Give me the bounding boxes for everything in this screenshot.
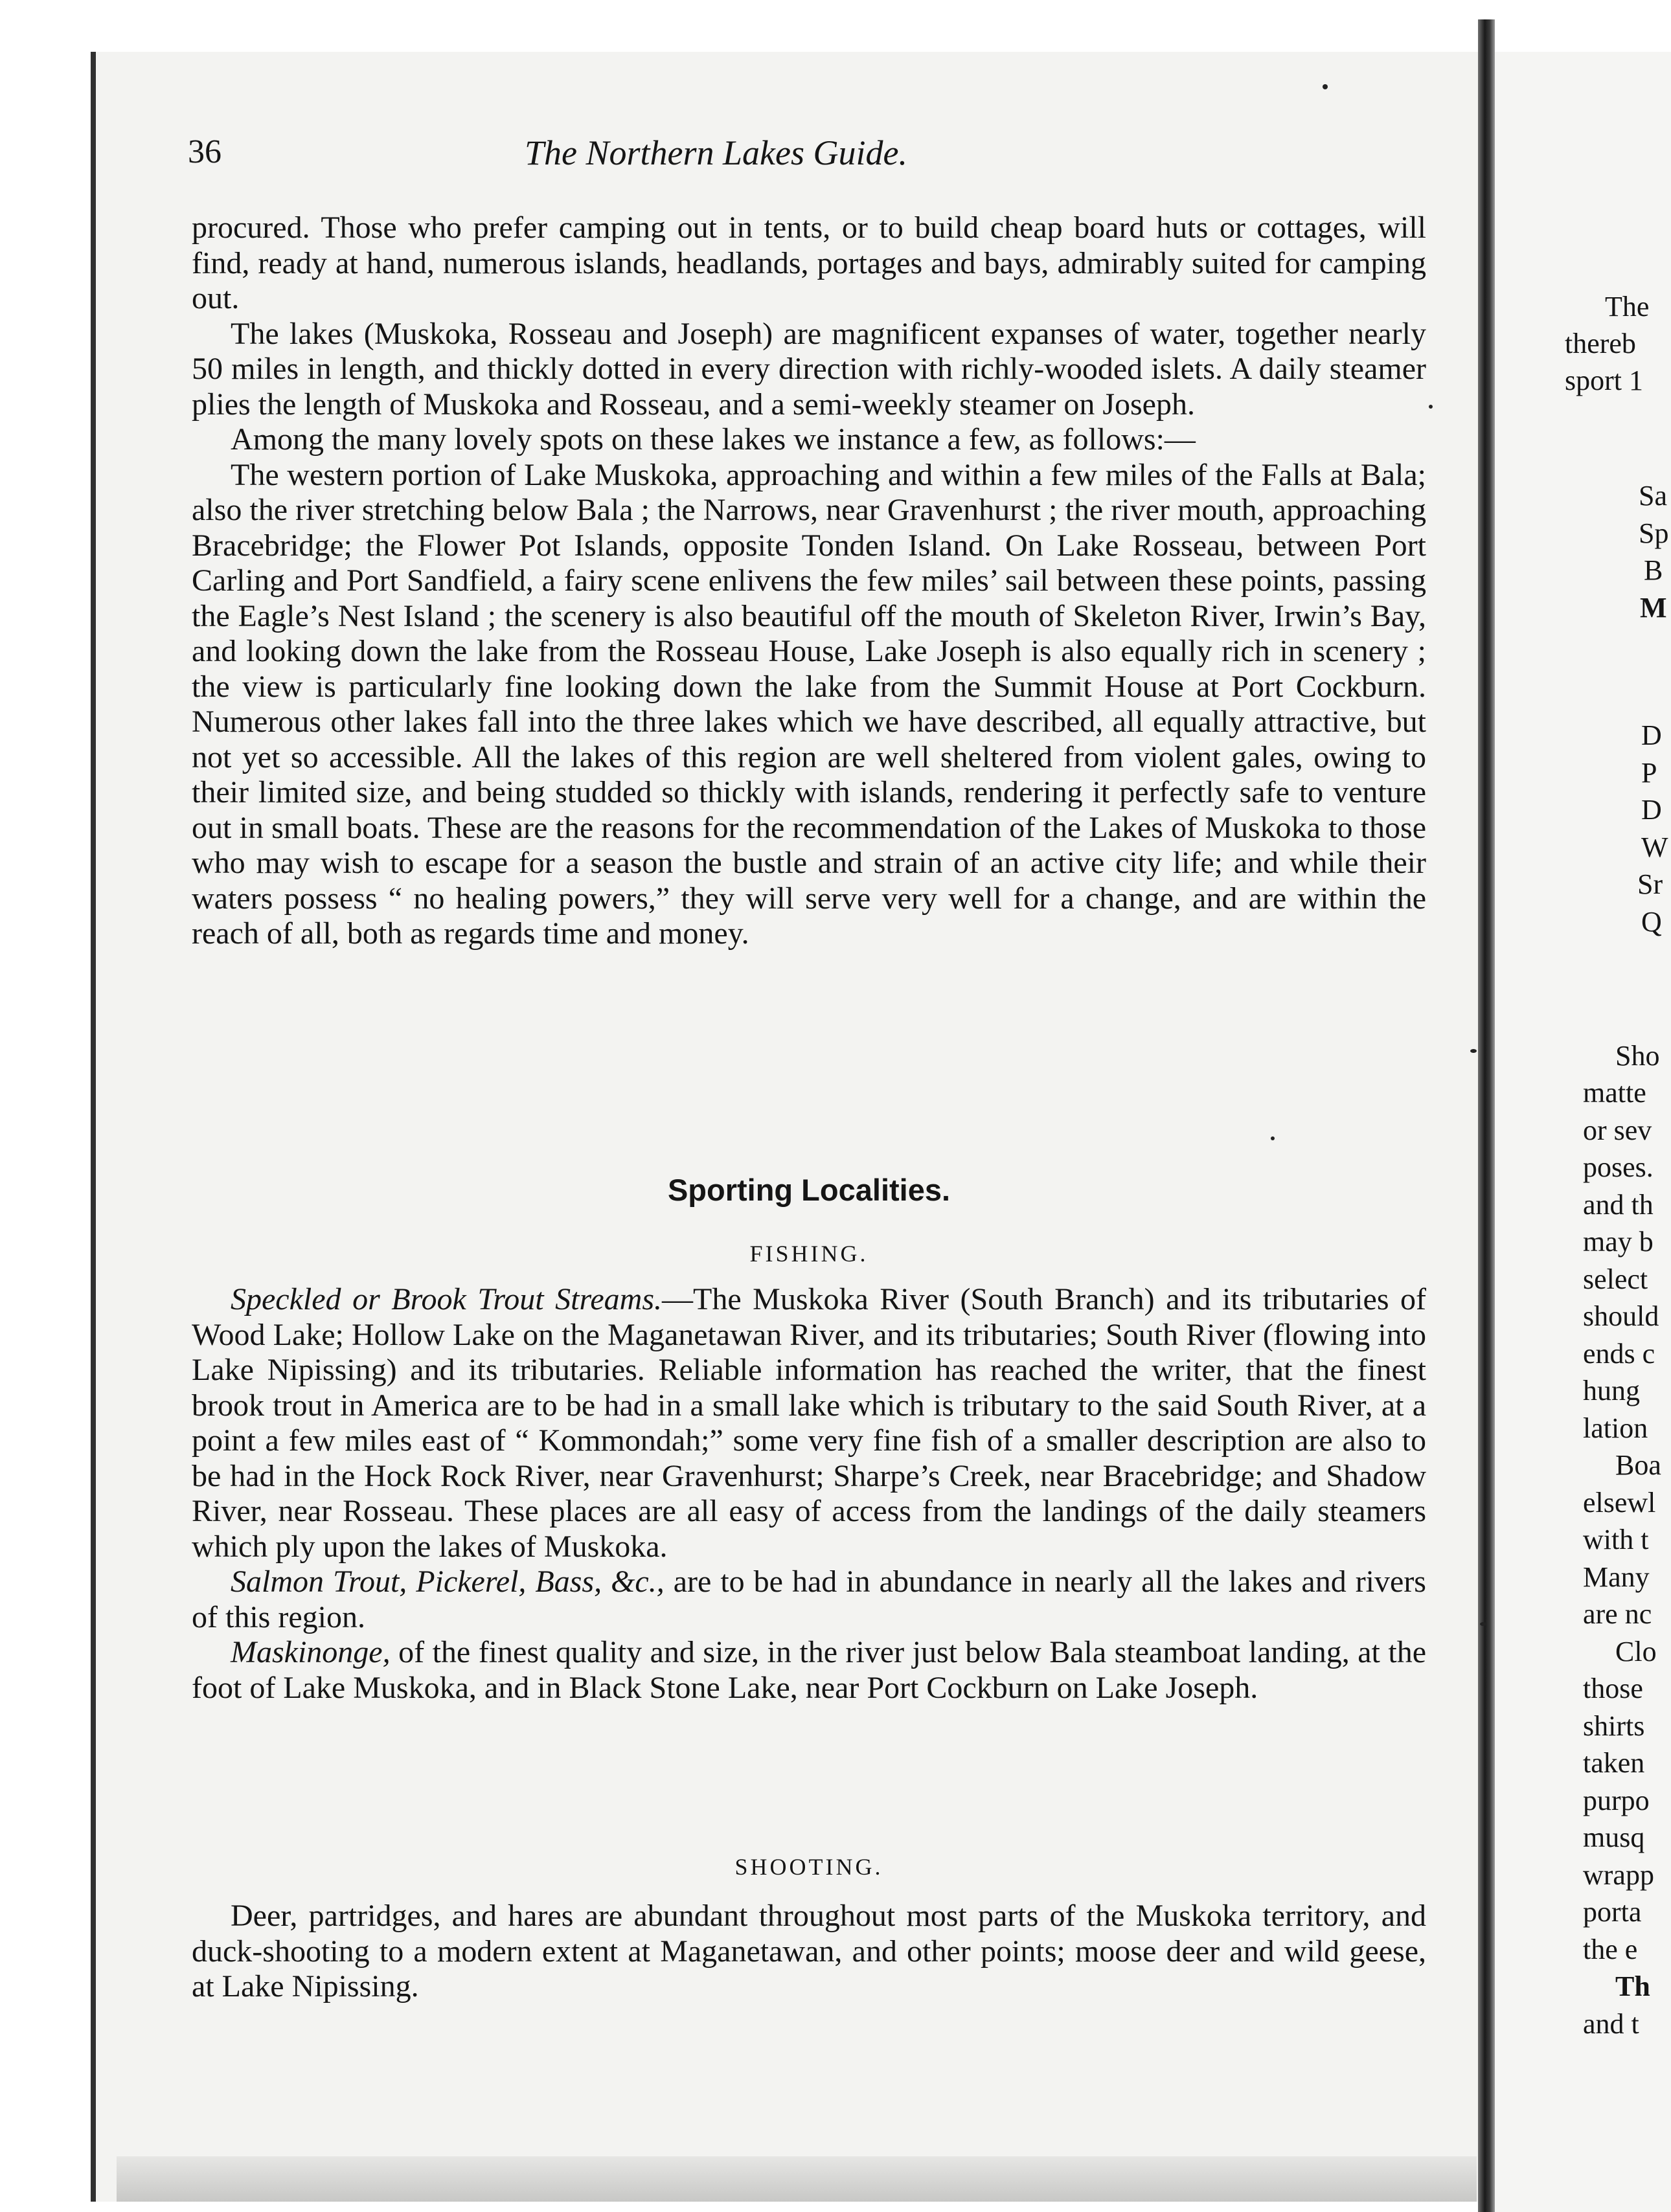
page-number: 36	[188, 133, 222, 170]
fragment: Th	[1615, 1970, 1650, 2002]
fragment: those	[1583, 1673, 1643, 1704]
paragraph: Among the many lovely spots on these lakes we instance a few, as follows:—	[231, 422, 1196, 457]
fragment: or sev	[1583, 1114, 1652, 1146]
fragment: ends c	[1583, 1338, 1655, 1370]
paragraph-text: are to be had in abundance in nearly all the lakes and rivers of this region.	[192, 1564, 1426, 1634]
fishing-paragraph	[192, 1635, 1426, 1706]
shooting-text	[192, 1899, 1426, 2005]
fragment: and th	[1583, 1189, 1654, 1221]
fragment: lation	[1583, 1412, 1648, 1444]
fishing-paragraph	[192, 1282, 1426, 1564]
fragment: and t	[1583, 2008, 1639, 2040]
paragraph-text: —The Muskoka River (South Branch) and its tributaries of Wood Lake; Hollow Lake on the Maganetawan River, and its tributaries; South River (flowing into Lake Nipissing) and its tributaries. Reliable information has reached the writer, that the finest brook trout in America are to be had in a small lake which is tributary to the said South River, at a point a few miles east of “ Kommondah;” some very fine fish of a smaller description are also to be had in the Hock Rock River, near Gravenhurst; Sharpe’s Creek, near Bracebridge; and Shadow River, near Rosseau. These places are all easy of access from the landings of the daily steamers which ply upon the lakes of Muskoka.	[192, 1282, 1427, 1564]
fragment: Many	[1583, 1561, 1650, 1593]
fishing-heading: FISHING.	[749, 1241, 869, 1267]
fragment: sport 1	[1565, 365, 1643, 396]
page-bottom-edge	[117, 2156, 1477, 2202]
fragment: W	[1641, 831, 1668, 863]
paragraph: The western portion of Lake Muskoka, approaching and within a few miles of the Falls at Bala; also the river stretching below Bala ; the Narrows, near Gravenhurst ; the river mouth, approaching Bracebridge; the Flower Pot Islands, opposite Tonden Island. On Lake Rosseau, between Port Carling and Port Sandfield, a fairy scene enlivens the few miles’ sail between these points, passing the Eagle’s Nest Island ; the scenery is also beautiful off the mouth of Skeleton River, Irwin’s Bay, and looking down the lake from the Rosseau House, Lake Joseph is also equally rich in scenery ; the view is particularly fine looking down the lake from the Summit House at Port Cockburn. Numerous other lakes fall into the three lakes which we have described, all equally attractive, but not yet so accessible. All the lakes of this region are well sheltered from violent gales, owing to their limited size, and being studded so thickly with islands, rendering it perfectly safe to venture out in small boats. These are the reasons for the recommendation of the Lakes of Muskoka to those who may wish to escape for a season the bustle and strain of an active city life; and while their waters possess “ no healing powers,” they will serve very well for a change, and are within the reach of all, both as regards time and money.	[192, 457, 1426, 951]
paragraph: Deer, partridges, and hares are abundant throughout most parts of the Muskoka territory, and duck-shooting to a modern extent at Maganetawan, and other points; moose deer and wild geese, at Lake Nipissing.	[192, 1899, 1426, 2003]
paragraph-lead: Speckled or Brook Trout Streams.	[231, 1282, 663, 1316]
book-gutter	[1478, 19, 1495, 2212]
paragraph: The lakes (Muskoka, Rosseau and Joseph) are magnificent expanses of water, together nearly 50 miles in length, and thickly dotted in every direction with richly-wooded islets. A daily steamer plies the length of Muskoka and Rosseau, and a semi-weekly steamer on Joseph.	[192, 316, 1426, 422]
paragraph: procured. Those who prefer camping out in tents, or to build cheap board huts or cottages, will find, ready at hand, numerous islands, headlands, portages and bays, admirably suited for camping out.	[192, 210, 1426, 315]
scan-speck	[1429, 405, 1433, 409]
fragment: taken	[1583, 1747, 1645, 1779]
fishing-text	[192, 1282, 1426, 1706]
fragment: with t	[1583, 1524, 1649, 1555]
section-heading: Sporting Localities.	[667, 1173, 951, 1207]
scan-speck	[1480, 1622, 1486, 1626]
paragraph-lead: Salmon Trout, Pickerel, Bass, &c.,	[231, 1564, 665, 1599]
fragment: Clo	[1615, 1636, 1657, 1667]
fragment: may b	[1583, 1226, 1654, 1258]
fragment: are nc	[1583, 1598, 1652, 1630]
fragment: should	[1583, 1300, 1659, 1332]
fragment: matte	[1583, 1077, 1646, 1109]
running-title: The Northern Lakes Guide.	[525, 133, 907, 172]
fragment: porta	[1583, 1896, 1642, 1928]
fragment: M	[1640, 592, 1667, 624]
fragment: hung	[1583, 1375, 1640, 1406]
fragment: musq	[1583, 1822, 1645, 1853]
fragment: select	[1583, 1263, 1648, 1295]
fragment: P	[1641, 757, 1657, 789]
fragment: Sa	[1639, 480, 1667, 512]
fragment: thereb	[1565, 328, 1636, 359]
scan-speck	[1323, 84, 1328, 89]
paragraph-text: of the finest quality and size, in the river just below Bala steamboat landing, at the foot of Lake Muskoka, and in Black Stone Lake, near Port Cockburn on Lake Joseph.	[192, 1635, 1426, 1705]
fragment: Sho	[1615, 1040, 1660, 1072]
paragraph-lead: Maskinonge,	[231, 1635, 391, 1669]
fragment: poses.	[1583, 1151, 1654, 1183]
fragment: Boa	[1615, 1449, 1661, 1481]
scan-speck	[1271, 1136, 1275, 1140]
body-text-top	[192, 210, 1426, 952]
running-head	[188, 133, 1418, 185]
fragment: the e	[1583, 1934, 1638, 1965]
fragment: B	[1644, 554, 1663, 586]
fragment: The	[1605, 291, 1650, 322]
fragment: wrapp	[1583, 1859, 1654, 1891]
scan-margin	[0, 0, 97, 2212]
adjacent-page	[1495, 52, 1671, 2212]
shooting-heading: SHOOTING.	[734, 1854, 883, 1880]
fragment: shirts	[1583, 1710, 1645, 1742]
fragment: purpo	[1583, 1785, 1650, 1816]
fishing-paragraph	[192, 1564, 1426, 1635]
fragment: D	[1641, 794, 1662, 826]
fragment: Q	[1641, 906, 1662, 938]
fragment: Sp	[1639, 517, 1669, 549]
fragment: Sr	[1637, 868, 1663, 900]
fragment: D	[1641, 719, 1662, 751]
fragment: elsewl	[1583, 1487, 1656, 1518]
scan-speck	[1470, 1049, 1477, 1053]
